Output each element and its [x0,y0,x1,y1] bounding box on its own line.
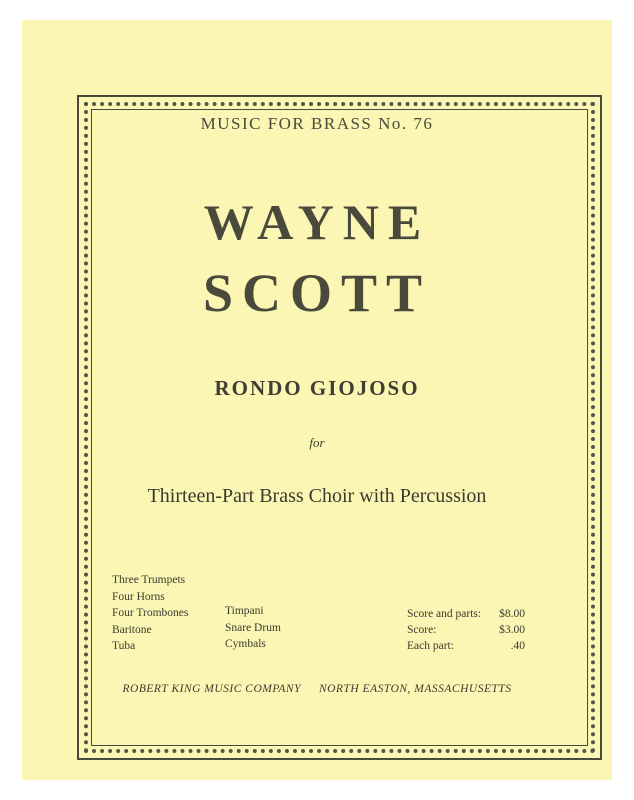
instrument-item: Four Trombones [112,607,189,619]
price-value: $3.00 [499,624,525,636]
composer-first-name: WAYNE [203,194,431,250]
instrument-item: Three Trumpets [112,574,186,586]
price-label: Score: [407,624,437,636]
instrumentation-subtitle: Thirteen-Part Brass Choir with Percussion [147,485,487,507]
instrument-item: Tuba [112,640,136,652]
price-list [407,606,525,654]
instrument-item: Timpani [225,605,264,617]
price-value: .40 [510,640,525,652]
for-label: for [309,435,325,450]
price-row [407,638,525,654]
instrument-item: Snare Drum [225,621,281,634]
publisher-name: ROBERT KING MUSIC COMPANY [122,683,301,695]
piece-title: RONDO GIOJOSO [214,376,420,400]
price-label: Each part: [407,640,454,652]
price-label: Score and parts: [407,608,482,620]
price-value: $8.00 [499,608,525,620]
instrument-item: Baritone [112,623,152,636]
series-title: MUSIC FOR BRASS No. 76 [200,114,434,133]
percussion-instrument-list [225,603,281,653]
publisher-location: NORTH EASTON, MASSACHUSETTS [319,683,512,695]
instrument-item: Cymbals [225,638,266,650]
instrument-item: Four Horns [112,590,165,603]
price-row [407,622,525,638]
price-row [407,606,525,622]
publisher-line [0,683,634,695]
brass-instrument-list [112,572,188,655]
composer-last-name: SCOTT [202,263,432,323]
